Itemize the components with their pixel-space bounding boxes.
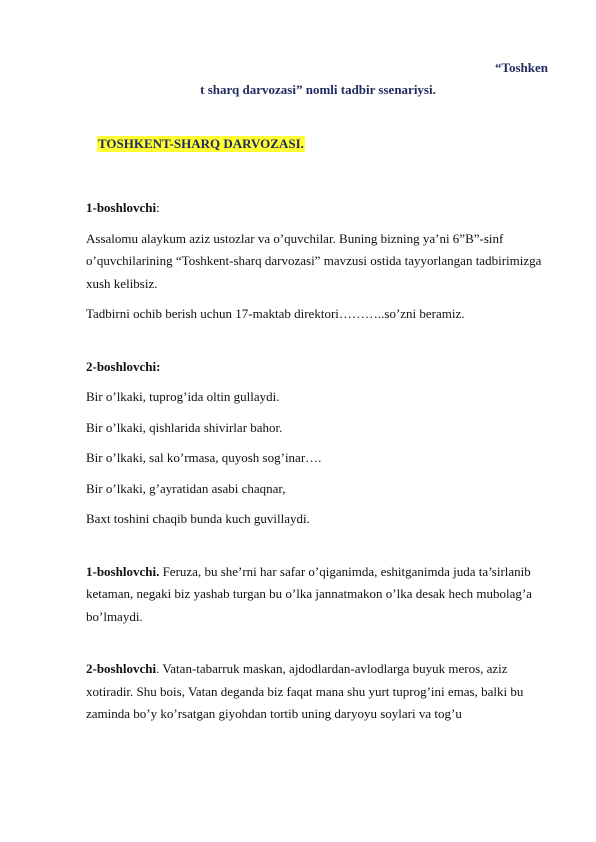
title-line-1: “Toshken <box>495 60 548 75</box>
speaker-label: 2-boshlovchi: <box>86 358 161 374</box>
speaker-paragraph <box>86 561 556 629</box>
speaker-colon: : <box>156 200 160 215</box>
poem-line: Bir o’lkaki, sal ko’rmasa, quyosh sog’inar…. <box>86 450 322 465</box>
poem-line: Bir o’lkaki, tuprog’ida oltin gullaydi. <box>86 389 280 404</box>
speaker-label: 1-boshlovchi. <box>86 563 160 579</box>
speaker-label: 1-boshlovchi <box>86 200 157 215</box>
body-text: . Vatan-tabarruk maskan, ajdodlardan-avlodlarga buyuk meros, aziz xotiradir. Shu bois, Vatan deganda biz faqat mana shu yurt tuprog’ini emas, balki bu zaminda bo’y ko’rsatgan giyohdan tortib uning daryoyu soylari va tog’u <box>86 661 524 721</box>
poem-line: Bir o’lkaki, g’ayratidan asabi chaqnar, <box>86 480 286 496</box>
speaker-paragraph <box>86 658 556 726</box>
speaker-label: 2-boshlovchi <box>86 661 157 676</box>
body-text: Feruza, bu she’rni har safar o’qiganimda, eshitganimda juda ta’sirlanib ketaman, negaki biz yashab turgan bu o’lka jannatmakon o’lka desak hech mubolag’a bo’lmaydi. <box>86 563 532 624</box>
body-paragraph: Assalomu alaykum aziz ustozlar va o’quvchilar. Buning bizning ya’ni 6”B”-sinf o’quvchilarining “Toshkent-sharq darvozasi” mavzusi ostida tayyorlangan tadbirimizga xush kelibsiz. <box>86 230 542 291</box>
document-body <box>86 197 556 726</box>
highlighted-heading: TOSHKENT-SHARQ DARVOZASI. <box>98 136 304 151</box>
title-line-2: t sharq darvozasi” nomli tadbir ssenariysi. <box>200 82 436 97</box>
speaker-paragraph <box>86 197 556 220</box>
poem-line: Baxt toshini chaqib bunda kuch guvillaydi. <box>86 511 310 526</box>
body-paragraph: Tadbirni ochib berish uchun 17-maktab direktori………..so’zni beramiz. <box>86 306 465 321</box>
poem-line: Bir o’lkaki, qishlarida shivirlar bahor. <box>86 419 283 435</box>
